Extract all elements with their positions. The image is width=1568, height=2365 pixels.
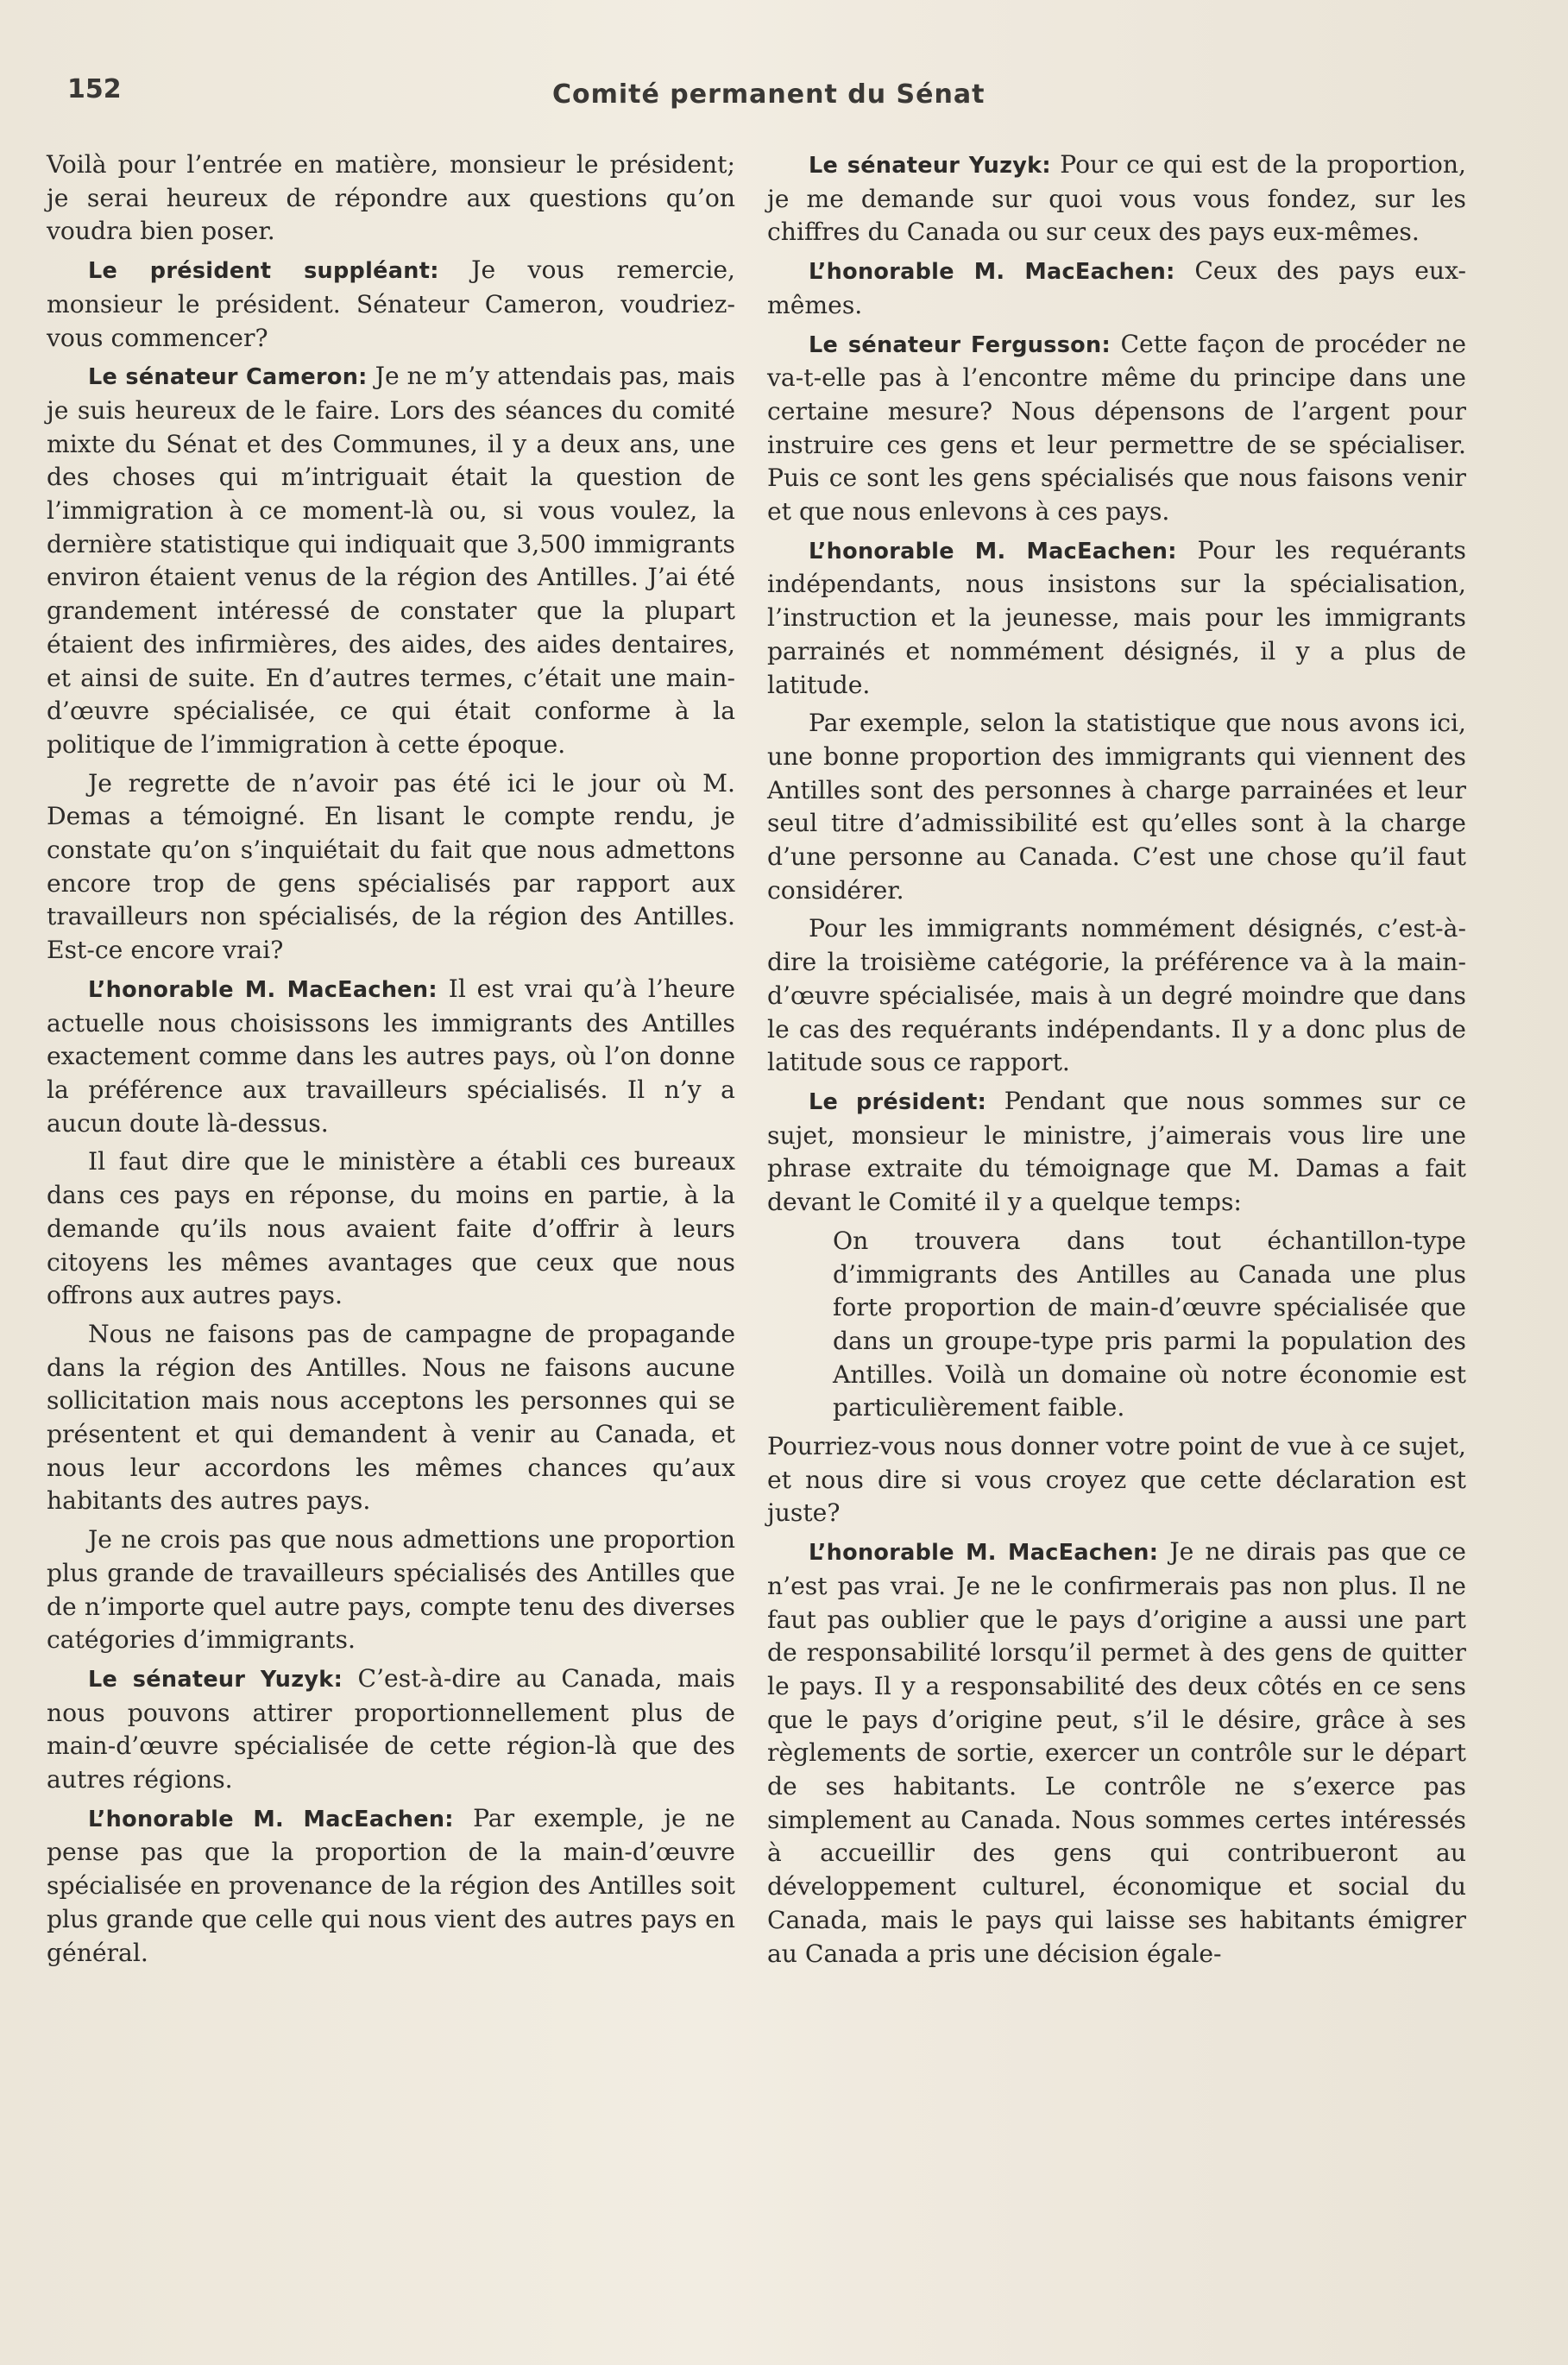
speaker-name: L’honorable M. MacEachen: [809,1540,1159,1567]
paragraph [767,1536,1466,1971]
paragraph-text: Je regrette de n’avoir pas été ici le jour où M. Demas a témoigné. En lisant le compte rendu, je constate qu’on s’inquiétait du fait que nous admettons encore trop de gens spécialisés par rapport aux travailleurs non spécialisés, de la région des Antilles. Est-ce encore vrai? [47,768,735,965]
paragraph-text: C’est-à-dire au Canada, mais nous pouvons attirer proportionnellement plus de main-d’œuvre spécialisée de cette région-là que des autres régions. [47,1663,735,1794]
paragraph [47,1523,735,1657]
paragraph-text: Ceux des pays eux-mêmes. [767,256,1466,319]
paragraph [47,1802,735,1971]
paragraph-text: Par exemple, je ne pense pas que la proportion de la main-d’œuvre spécialisée en provenance de la région des Antilles soit plus grande que celle qui nous vient des autres pays en général. [47,1803,735,1967]
paragraph-text: Voilà pour l’entrée en matière, monsieur le président; je serai heureux de répondre aux questions qu’on voudra bien poser. [47,150,735,246]
speaker-name: L’honorable M. MacEachen: [88,1806,454,1832]
page-header [67,74,1516,117]
speaker-name: L’honorable M. MacEachen: [88,976,438,1003]
page-number: 152 [67,74,122,104]
paragraph [767,328,1466,529]
paragraph [47,973,735,1141]
paragraph-text: Il faut dire que le ministère a établi ces bureaux dans ces pays en réponse, du moins en partie, à la demande qu’ils nous avaient faite d’offrir à leurs citoyens les mêmes avantages que ceux que nous offrons aux autres pays. [47,1147,735,1310]
paragraph-text: Je ne crois pas que nous admettions une proportion plus grande de travailleurs spécialisés des Antilles que de n’importe quel autre pays, compte tenu des diverses catégories d’immigrants. [47,1525,735,1655]
paragraph [767,912,1466,1080]
paragraph [47,1145,735,1313]
paragraph-text: Je vous remercie, monsieur le président. Sénateur Cameron, voudriez-vous commencer? [47,255,735,352]
paragraph [767,255,1466,322]
paragraph-text: Nous ne faisons pas de campagne de propagande dans la région des Antilles. Nous ne faisons aucune sollicitation mais nous acceptons les personnes qui se présentent et qui demandent à venir au Canada, et nous leur accordons les mêmes chances qu’aux habitants des autres pays. [47,1319,735,1516]
paragraph [47,254,735,355]
speaker-name: Le sénateur Fergusson: [809,331,1111,358]
paragraph [47,360,735,761]
paragraph [767,534,1466,703]
paragraph-text: Par exemple, selon la statistique que nous avons ici, une bonne proportion des immigrants qui viennent des Antilles sont des personnes à charge parrainées et leur seul titre d’admissibilité est qu’elles sont à la charge d’une personne au Canada. C’est une chose qu’il faut considérer. [767,709,1466,905]
speaker-name: Le sénateur Cameron: [88,364,368,391]
speaker-name: L’honorable M. MacEachen: [809,259,1175,286]
paragraph [47,1318,735,1518]
paragraph-text: Je ne m’y attendais pas, mais je suis heureux de le faire. Lors des séances du comité mixte du Sénat et des Communes, il y a deux ans, une des choses qui m’intriguait était la question de l’immigration à ce moment-là ou, si vous voulez, la dernière statistique qui indiquait que 3,500 immigrants environ étaient venus de la région des Antilles. J’ai été grandement intéressé de constater que la plupart étaient des infirmières, des aides, des aides dentaires, et ainsi de suite. En d’autres termes, c’était une main-d’œuvre spécialisée, ce qui était conforme à la politique de l’immigration à cette époque. [47,362,735,759]
paragraph-text: Pour ce qui est de la proportion, je me demande sur quoi vous vous fondez, sur les chiffres du Canada ou sur ceux des pays eux-mêmes. [767,150,1466,247]
speaker-name: Le président: [809,1088,987,1115]
paragraph [767,1085,1466,1220]
paragraph [47,1662,735,1797]
speaker-name: Le président suppléant: [88,258,439,285]
speaker-name: L’honorable M. MacEachen: [809,538,1177,564]
paragraph-text: Je ne dirais pas que ce n’est pas vrai. Je ne le confirmerais pas non plus. Il ne faut pas oublier que le pays d’origine a aussi une part de responsabilité lorsqu’il permet à des gens de quitter le pays. Il y a responsabilité des deux côtés en ce sens que le pays d’origine peut, s’il le désire, grâce à ses règlements de sortie, exercer un contrôle sur le départ de ses habitants. Le contrôle ne s’exerce pas simplement au Canada. Nous sommes certes intéressés à accueillir des gens qui contribueront au développement culturel, économique et social du Canada, mais le pays qui laisse ses habitants émigrer au Canada a pris une décision égale- [767,1537,1466,1968]
paragraph [767,148,1466,249]
right-column [767,148,1466,1976]
speaker-name: Le sénateur Yuzyk: [88,1666,343,1693]
paragraph-text: Pendant que nous sommes sur ce sujet, monsieur le ministre, j’aimerais vous lire une phrase extraite du témoignage que M. Damas a fait devant le Comité il y a quelque temps: [767,1086,1467,1217]
left-column [47,148,735,1975]
paragraph-text: Pour les immigrants nommément désignés, c’est-à-dire la troisième catégorie, la préférence va à la main-d’œuvre spécialisée, mais à un degré moindre que dans le cas des requérants indépendants. Il y a donc plus de latitude sous ce rapport. [767,914,1466,1077]
block-quote: On trouvera dans tout échantillon-type d’immigrants des Antilles au Canada une plus forte proportion de main-d’œuvre spécialisée que dans un groupe-type pris parmi la population des Antilles. Voilà un domaine où notre économie est particulièrement faible. [833,1226,1466,1422]
paragraph-text: Il est vrai qu’à l’heure actuelle nous choisissons les immigrants des Antilles exactement comme dans les autres pays, où l’on donne la préférence aux travailleurs spécialisés. Il n’y a aucun doute là-dessus. [47,974,735,1138]
paragraph [767,707,1466,907]
paragraph [47,148,735,249]
paragraph: Pourriez-vous nous donner votre point de vue à ce sujet, et nous dire si vous croyez que cette déclaration est juste? [767,1432,1466,1528]
speaker-name: Le sénateur Yuzyk: [809,153,1051,179]
running-title: Comité permanent du Sénat [552,79,986,110]
paragraph-text: Pour les requérants indépendants, nous insistons sur la spécialisation, l’instruction et la jeunesse, mais pour les immigrants parrainés et nommément désignés, il y a plus de latitude. [767,535,1466,699]
paragraph-text: Cette façon de procéder ne va-t-elle pas à l’encontre même du principe dans une certaine mesure? Nous dépensons de l’argent pour instruire ces gens et leur permettre de se spécialiser. Puis ce sont les gens spécialisés que nous faisons venir et que nous enlevons à ces pays. [767,329,1466,527]
paragraph [47,767,735,968]
